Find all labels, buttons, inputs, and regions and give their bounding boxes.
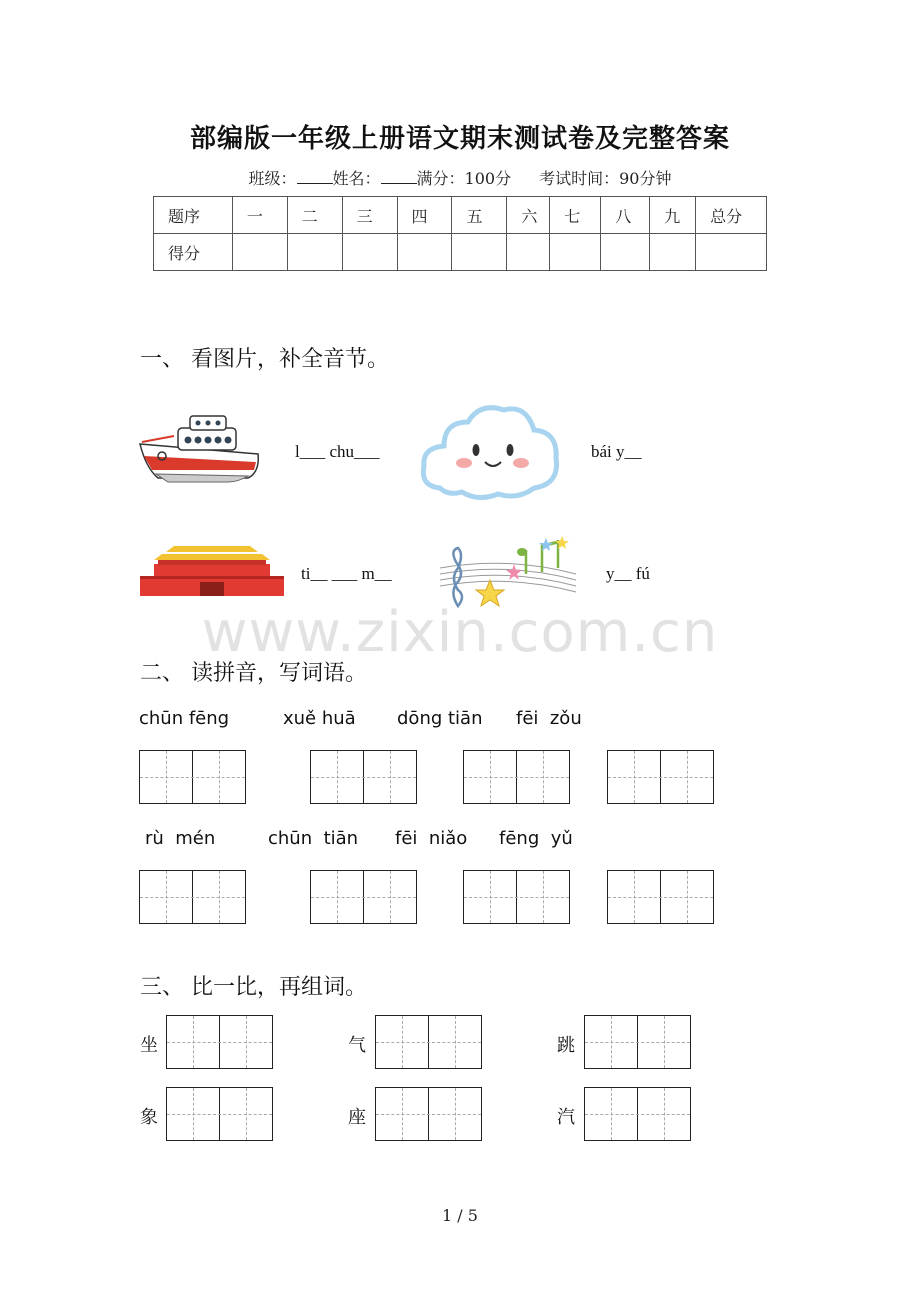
writing-grid[interactable] xyxy=(584,1087,691,1141)
score-header-cell: 题序 xyxy=(154,197,233,234)
compare-char: 跳 xyxy=(557,1035,575,1056)
music-picture xyxy=(436,534,580,608)
score-header-cell: 二 xyxy=(287,197,342,234)
full-score: 满分：100分 xyxy=(416,169,512,188)
compare-char: 气 xyxy=(348,1035,366,1056)
score-cell[interactable] xyxy=(232,234,287,271)
score-table-row xyxy=(154,234,767,271)
pinyin-label: fēi niǎo xyxy=(395,828,468,849)
compare-char: 象 xyxy=(140,1107,158,1128)
score-table-header xyxy=(154,197,767,234)
score-header-cell: 三 xyxy=(342,197,397,234)
writing-grid[interactable] xyxy=(375,1015,482,1069)
section1-heading: 一、 看图片，补全音节。 xyxy=(140,347,389,372)
pinyin-label: chūn fēng xyxy=(139,708,230,729)
score-cell[interactable] xyxy=(452,234,507,271)
section2-heading: 二、 读拼音，写词语。 xyxy=(140,661,367,686)
score-cell[interactable] xyxy=(696,234,767,271)
pinyin-label: fēng yǔ xyxy=(499,828,573,849)
writing-grid[interactable] xyxy=(375,1087,482,1141)
writing-grid[interactable] xyxy=(139,870,246,924)
cloud-picture xyxy=(418,400,562,502)
writing-grid[interactable] xyxy=(607,750,714,804)
name-label: 姓名： xyxy=(332,169,381,188)
page-title: 部编版一年级上册语文期末测试卷及完整答案 xyxy=(189,124,730,154)
writing-grid[interactable] xyxy=(166,1087,273,1141)
score-cell[interactable] xyxy=(650,234,696,271)
pinyin-label: fēi zǒu xyxy=(516,708,582,729)
ship-syllable: l___ chu___ xyxy=(295,442,380,461)
score-header-cell: 九 xyxy=(650,197,696,234)
watermark: www.zixin.com.cn xyxy=(201,600,719,665)
score-header-cell: 五 xyxy=(452,197,507,234)
exam-info xyxy=(0,166,920,189)
score-cell[interactable] xyxy=(550,234,601,271)
name-blank xyxy=(381,170,417,184)
score-header-cell: 总分 xyxy=(696,197,767,234)
writing-grid[interactable] xyxy=(463,870,570,924)
section3-heading: 三、 比一比，再组词。 xyxy=(140,975,367,1000)
score-header-cell: 八 xyxy=(601,197,650,234)
writing-grid[interactable] xyxy=(607,870,714,924)
score-header-cell: 四 xyxy=(397,197,452,234)
compare-char: 汽 xyxy=(557,1107,575,1128)
writing-grid[interactable] xyxy=(166,1015,273,1069)
page-number: 1 / 5 xyxy=(442,1206,478,1225)
class-blank xyxy=(297,170,333,184)
tiananmen-syllable: ti__ ___ m__ xyxy=(301,564,392,583)
score-cell[interactable] xyxy=(397,234,452,271)
compare-char: 座 xyxy=(348,1107,366,1128)
score-header-cell: 七 xyxy=(550,197,601,234)
ship-picture xyxy=(138,412,264,484)
pinyin-label: rù mén xyxy=(145,828,216,849)
tiananmen-picture xyxy=(140,546,284,596)
score-cell[interactable] xyxy=(342,234,397,271)
score-header-cell: 六 xyxy=(507,197,550,234)
cloud-syllable: bái y__ xyxy=(591,442,642,461)
score-table xyxy=(153,196,767,271)
pinyin-label: dōng tiān xyxy=(397,708,483,729)
score-cell[interactable] xyxy=(287,234,342,271)
music-syllable: y__ fú xyxy=(606,564,650,583)
score-header-cell: 一 xyxy=(232,197,287,234)
score-cell[interactable] xyxy=(601,234,650,271)
writing-grid[interactable] xyxy=(463,750,570,804)
writing-grid[interactable] xyxy=(584,1015,691,1069)
writing-grid[interactable] xyxy=(310,750,417,804)
pinyin-label: xuě huā xyxy=(283,708,356,729)
pinyin-label: chūn tiān xyxy=(268,828,359,849)
writing-grid[interactable] xyxy=(310,870,417,924)
score-cell[interactable] xyxy=(507,234,550,271)
score-row-label: 得分 xyxy=(154,234,233,271)
class-label: 班级： xyxy=(248,169,297,188)
compare-char: 坐 xyxy=(140,1035,158,1056)
writing-grid[interactable] xyxy=(139,750,246,804)
exam-time: 考试时间：90分钟 xyxy=(539,169,672,188)
